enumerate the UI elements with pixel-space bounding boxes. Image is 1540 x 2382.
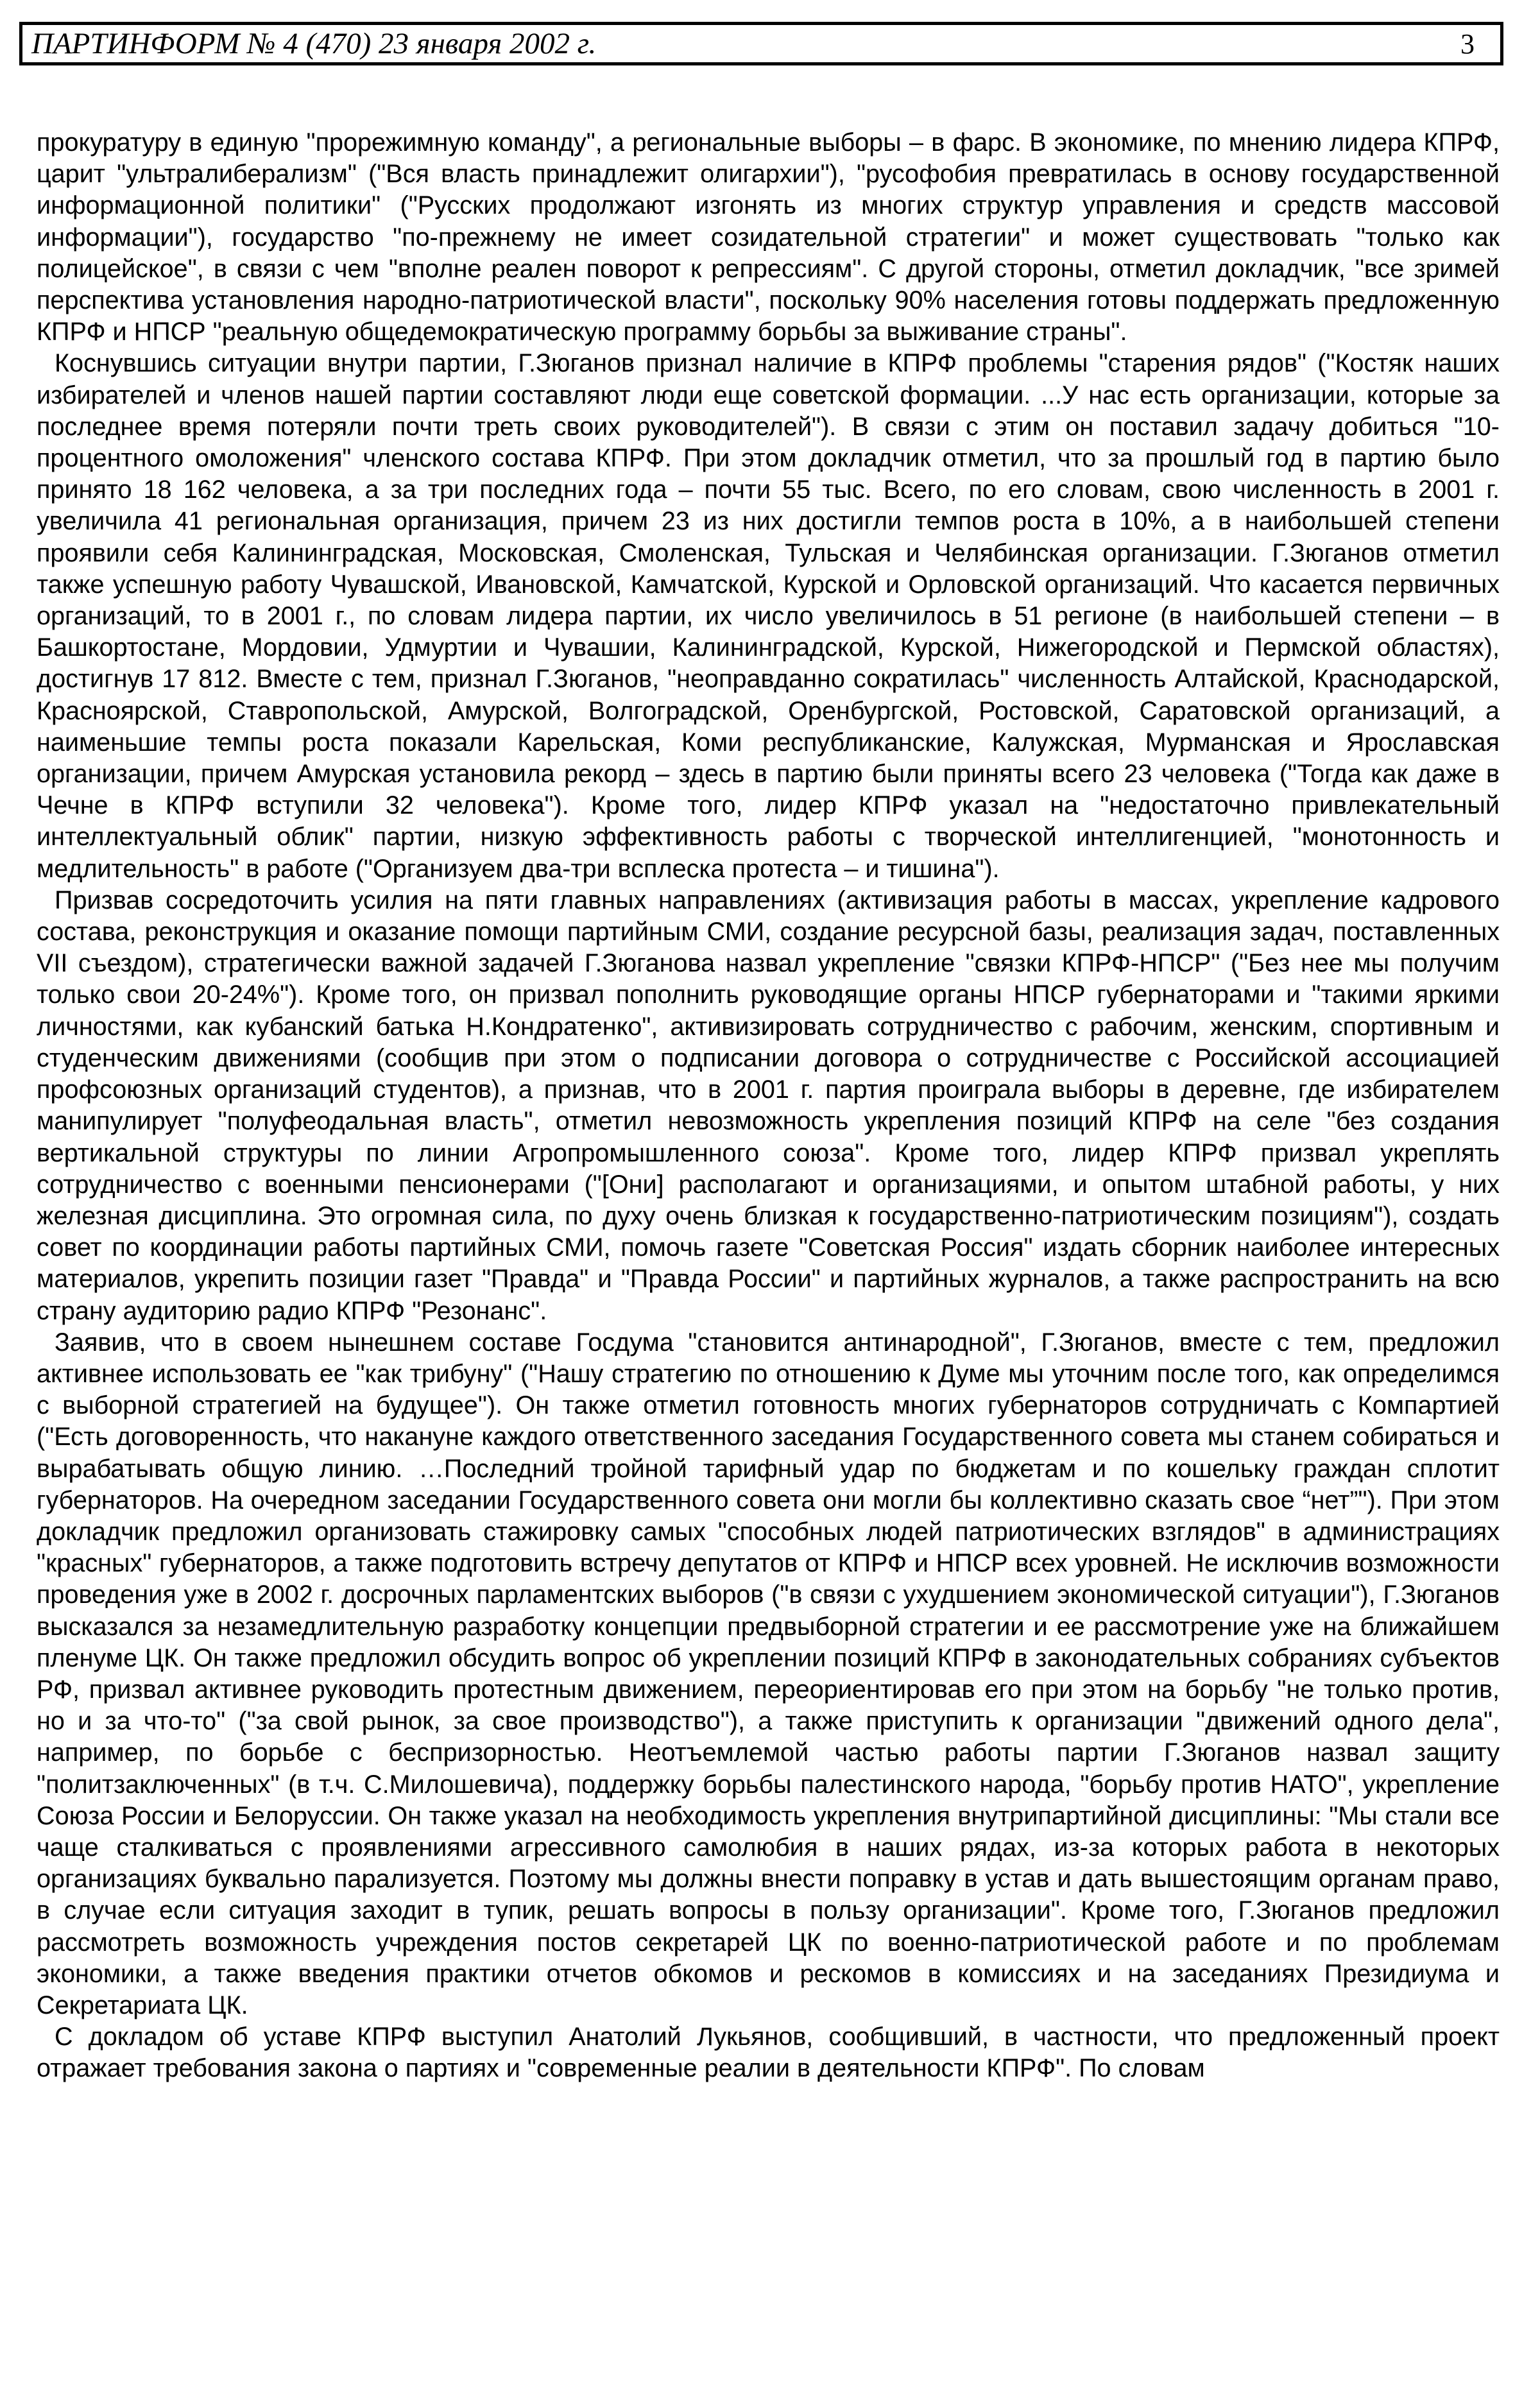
paragraph-continuation: прокуратуру в единую "прорежимную команду", а региональные выборы – в фарс. В экономике, по мнению лидера КПРФ, царит "ультралиберализм" ("Вся власть принадлежит олигархии"), "русофобия превратилась в основу государственной информационной политики" ("Русских продолжают изгонять из многих структур управления и средств массовой информации"), государство "по-прежнему не имеет созидательной стратегии" и может существовать "только как полицейское", в связи с чем "вполне реален поворот к репрессиям". С другой стороны, отметил докладчик, "все зримей перспектива установления народно-патриотической власти", поскольку 90% населения готовы поддержать предложенную КПРФ и НПСР "реальную общедемократическую программу борьбы за выживание страны". [37, 128, 1500, 347]
paragraph-charter-report: С докладом об уставе КПРФ выступил Анатолий Лукьянов, сообщивший, в частности, что предложенный проект отражает требования закона о партиях и "современные реалии в деятельности КПРФ". По словам [37, 2023, 1500, 2083]
header-title: ПАРТИНФОРМ № 4 (470) 23 января 2002 г. [31, 27, 597, 60]
paragraph-party-situation: Коснувшись ситуации внутри партии, Г.Зюганов признал наличие в КПРФ проблемы "старения рядов" ("Костяк наших избирателей и членов нашей партии составляют люди еще советской формации. ...У нас есть организации, которые за последнее время потеряли почти треть своих руководителей"). В связи с этим он поставил задачу добиться "10-процентного омоложения" членского состава КПРФ. При этом докладчик отметил, что за прошлый год в партию было принято 18 162 человека, а за три последних года – почти 55 тыс. Всего, по его словам, свою численность в 2001 г. увеличила 41 региональная организация, причем 23 из них достигли темпов роста в 10%, а в наибольшей степени проявили себя Калининградская, Московская, Смоленская, Тульская и Челябинская организации. Г.Зюганов отметил также успешную работу Чувашской, Ивановской, Камчатской, Курской и Орловской организаций. Что касается первичных организаций, то в 2001 г., по словам лидера партии, их число увеличилось в 51 регионе (в наибольшей степени – в Башкортостане, Мордовии, Удмуртии и Чувашии, Калининградской, Курской, Нижегородской и Пермской областях), достигнув 17 812. Вместе с тем, признал Г.Зюганов, "неоправданно сократилась" численность Алтайской, Краснодарской, Красноярской, Ставропольской, Амурской, Волгоградской, Оренбургской, Ростовской, Саратовской организаций, а наименьшие темпы роста показали Карельская, Коми республиканские, Калужская, Мурманская и Ярославская организации, причем Амурская установила рекорд – здесь в партию были приняты всего 23 человека ("Тогда как даже в Чечне в КПРФ вступили 32 человека"). Кроме того, лидер КПРФ указал на "недостаточно привлекательный интеллектуальный облик" партии, низкую эффективность работы с творческой интеллигенцией, "монотонность и медлительность" в работе ("Организуем два-три всплеска протеста – и тишина"). [37, 349, 1500, 883]
page-header [19, 22, 1503, 65]
article-body [37, 127, 1500, 2085]
page-number: 3 [1460, 28, 1475, 60]
paragraph-main-directions: Призвав сосредоточить усилия на пяти главных направлениях (активизация работы в массах, укрепление кадрового состава, реконструкция и оказание помощи партийным СМИ, создание ресурсной базы, реализация задач, поставленных VII съездом), стратегически важной задачей Г.Зюганова назвал укрепление "связки КПРФ-НПСР" ("Без нее мы получим только свои 20-24%"). Кроме того, он призвал пополнить руководящие органы НПСР губернаторами и "такими яркими личностями, как кубанский батька Н.Кондратенко", активизировать сотрудничество с рабочим, женским, спортивным и студенческим движениями (сообщив при этом о подписании договора о сотрудничестве с Российской ассоциацией профсоюзных организаций студентов), а признав, что в 2001 г. партия проиграла выборы в деревне, где избирателем манипулирует "полуфеодальная власть", отметил невозможность укрепления позиций КПРФ на селе "без создания вертикальной структуры по линии Агропромышленного союза". Кроме того, лидер КПРФ призвал укреплять сотрудничество с военными пенсионерами ("[Они] располагают и организациями, и опытом штабной работы, у них железная дисциплина. Это огромная сила, по духу очень близкая к государственно-патриотическим позициям"), создать совет по координации работы партийных СМИ, помочь газете "Советская Россия" издать сборник наиболее интересных материалов, укрепить позиции газет "Правда" и "Правда России" и партийных журналов, а также распространить на всю страну аудиторию радио КПРФ "Резонанс". [37, 886, 1500, 1325]
paragraph-duma-strategy: Заявив, что в своем нынешнем составе Госдума "становится антинародной", Г.Зюганов, вместе с тем, предложил активнее использовать ее "как трибуну" ("Нашу стратегию по отношению к Думе мы уточним после того, как определимся с выборной стратегией на будущее"). Он также отметил готовность многих губернаторов сотрудничать с Компартией ("Есть договоренность, что накануне каждого ответственного заседания Государственного совета мы станем собираться и вырабатывать общую линию. …Последний тройной тарифный удар по бюджетам и по кошельку граждан сплотит губернаторов. На очередном заседании Государственного совета они могли бы коллективно сказать свое “нет”"). При этом докладчик предложил организовать стажировку самых "способных людей патриотических взглядов" в администрациях "красных" губернаторов, а также подготовить встречу депутатов от КПРФ и НПСР всех уровней. Не исключив возможности проведения уже в 2002 г. досрочных парламентских выборов ("в связи с ухудшением экономической ситуации"), Г.Зюганов высказался за незамедлительную разработку концепции предвыборной стратегии и ее рассмотрение уже на ближайшем пленуме ЦК. Он также предложил обсудить вопрос об укреплении позиций КПРФ в законодательных собраниях субъектов РФ, призвал активнее руководить протестным движением, переориентировав его при этом на борьбу "не только против, но и за что-то" ("за свой рынок, за свое производство"), а также приступить к организации "движений одного дела", например, по борьбе с беспризорностью. Неотъемлемой частью работы партии Г.Зюганов назвал защиту "политзаключенных" (в т.ч. С.Милошевича), поддержку борьбы палестинского народа, "борьбу против НАТО", укрепление Союза России и Белоруссии. Он также указал на необходимость укрепления внутрипартийной дисциплины: "Мы стали все чаще сталкиваться с проявлениями агрессивного самолюбия в наших рядах, из-за которых работа в некоторых организациях буквально парализуется. Поэтому мы должны внести поправку в устав и дать вышестоящим органам право, в случае если ситуация заходит в тупик, решать вопросы в пользу организации". Кроме того, Г.Зюганов предложил рассмотреть возможность учреждения постов секретарей ЦК по военно-патриотической работе и по проблемам экономики, а также введения практики отчетов обкомов и рескомов в комиссиях и на заседаниях Президиума и Секретариата ЦК. [37, 1328, 1500, 2019]
